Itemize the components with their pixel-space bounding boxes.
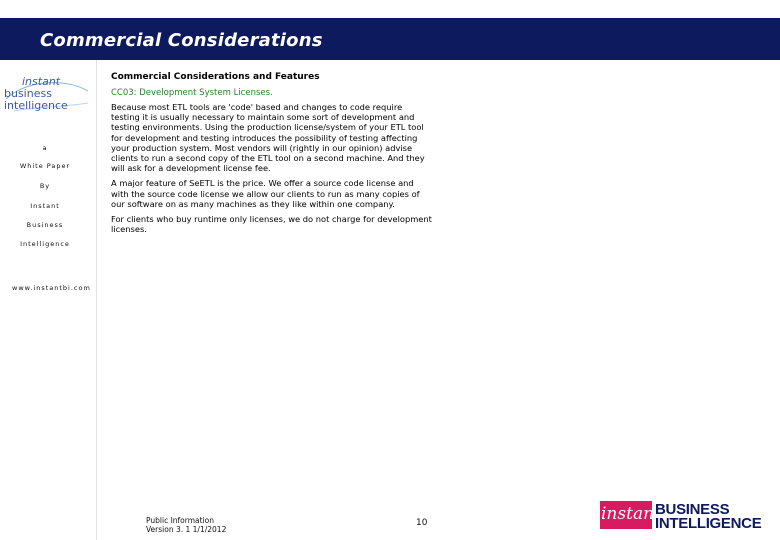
- footer-logo: [600, 500, 776, 534]
- logo-word-intelligence: intelligence: [4, 99, 68, 112]
- paragraph-3: For clients who buy runtime only licenses, we do not charge for development licenses.: [111, 214, 432, 235]
- company-logo: [4, 77, 88, 113]
- section-subheading: CC03: Development System Licenses.: [111, 88, 273, 98]
- page-number: 10: [416, 518, 428, 528]
- logo-word-instant: instant: [22, 75, 61, 88]
- footer-logo-instant: instant: [601, 504, 661, 524]
- title-bar: [0, 18, 780, 60]
- footer-classification: Public Information: [146, 516, 214, 525]
- page-title: Commercial Considerations: [40, 30, 323, 51]
- paragraph-2: A major feature of SeETL is the price. We offer a source code license and with the source code license we allow our clients to run as many copies of our software on as many machines as they like within one company.: [111, 178, 420, 209]
- website-url[interactable]: www.instantbi.com: [12, 284, 91, 292]
- sidebar-text-instant: Instant: [30, 202, 60, 210]
- paragraph-1: Because most ETL tools are 'code' based and changes to code require testing it is usually necessary to maintain some sort of development and testing environments. Using the production license/system of your ETL tool for development and testing introduces the possibility of testing affecting your production system. Most vendors will (rightly in our opinion) advise clients to run a second copy of the ETL tool on a second machine. And they will ask for a development license fee.: [111, 102, 425, 174]
- footer-info: [146, 516, 226, 534]
- sidebar-text-a: a: [42, 144, 48, 152]
- sidebar-text-white-paper: White Paper: [19, 162, 71, 170]
- main-content: [111, 72, 433, 239]
- footer-logo-intelligence: INTELLIGENCE: [655, 515, 762, 532]
- sidebar-text-by: By: [39, 182, 51, 190]
- sidebar-divider: [96, 60, 97, 540]
- section-heading: Commercial Considerations and Features: [111, 72, 320, 82]
- sidebar-text-intelligence: Intelligence: [20, 240, 70, 248]
- logo-word-business: business: [4, 87, 52, 100]
- footer-logo-business: BUSINESS: [655, 501, 730, 518]
- footer-version: Version 3. 1 1/1/2012: [146, 525, 227, 534]
- sidebar-text-business: Business: [26, 221, 64, 229]
